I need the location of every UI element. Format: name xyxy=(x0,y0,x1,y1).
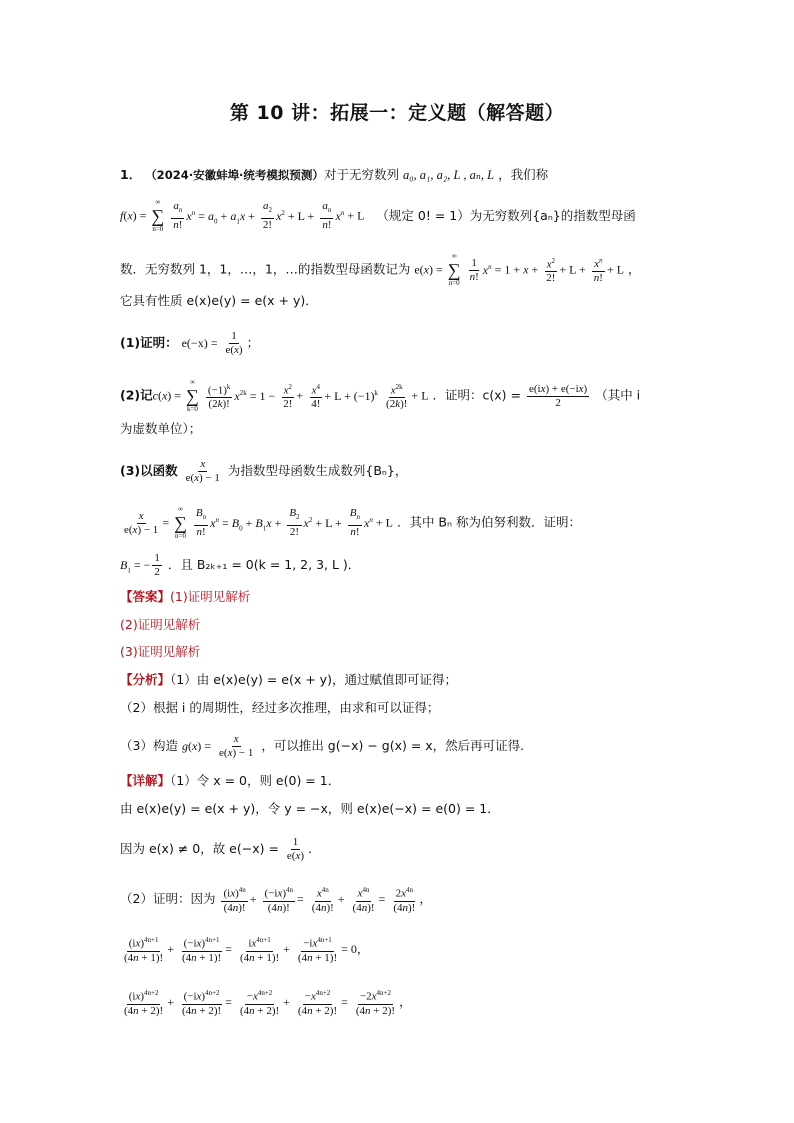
sequence-notation: a₀, a₁, a₂, L , aₙ, L xyxy=(402,168,495,182)
sum-symbol: ∞ ∑ n=0 xyxy=(151,198,165,233)
question-2-note: 为虚数单位）； xyxy=(120,421,202,436)
detail-line-5: $\frac{(ix)^{4n+1}}{(4n + 1)!}$ + $\frac{(-ix)^{4n+1}}{(4n + 1)!}$ = $\frac{ix^{4n+1}}{(4n + 1)!}$ + $\frac{-ix^{4n+1}}{(4n + 1)!}$ = 0， xyxy=(124,936,369,964)
answer-line-2: (2)证明见解析 xyxy=(120,617,201,632)
detail-line-6: $\frac{(ix)^{4n+2}}{(4n + 2)!}$ + $\frac{(-ix)^{4n+2}}{(4n + 2)!}$ = $\frac{-x^{4n+2}}{(4n + 2)!}$ + $\frac{-x^{4n+2}}{(4n + 2)!}$ = $\frac{-2x^{4n+2}}{(4n + 2)!}$ ， xyxy=(124,989,412,1017)
detail-line-2: 由 e(x)e(y) = e(x + y)，令 y = −x，则 e(x)e(−x) = e(0) = 1． xyxy=(120,801,500,816)
problem-line-1 xyxy=(120,166,548,184)
problem-line-3: 数．无穷数列 1，1，…，1，…的指数型母函数记为 e(x) = ∞ ∑ n=0 $\frac{1}{n!}$ $x^n = 1 + x$ + $\frac{x^2}{2!}$ + L + $\frac{x^n}{n!}$ + L ， xyxy=(120,252,641,287)
problem-intro: 对于无穷数列 xyxy=(323,167,399,182)
question-2: (2)记c(x) = ∞ ∑ k=0 $\frac{(-1)^k}{(2k)!}$ $x^{2k} = 1$ − $\frac{x^2}{2!}$ + $\frac{x^4}{4!}$ + $L + (-1)^k$ $\frac{x^{2k}}{(2k)!}$ + L ．证明：c(x) = $\frac{e(ix) + e(-ix)}{2}$ （其中 i xyxy=(120,378,641,413)
analysis-line-3: （3）构造 g(x) = $\frac{x}{e(x) - 1}$ ，可以推出 g(−x) − g(x) = x，然后再可证得. xyxy=(120,733,525,759)
problem-source: （2024·安徽蚌埠·统考模拟预测） xyxy=(145,168,324,182)
detail-line-4: （2）证明：因为 $\frac{(ix)^{4n}}{(4n)!}$ + $\frac{(-ix)^{4n}}{(4n)!}$ = $\frac{x^{4n}}{(4n)!}$ + $\frac{x^{4n}}{(4n)!}$ = $\frac{2x^{4n}}{(4n)!}$ ， xyxy=(120,886,432,914)
analysis-line-1: 【分析】（1）由 e(x)e(y) = e(x + y)，通过赋值即可证得； xyxy=(120,672,457,687)
question-1: (1)证明： e(−x) = $\frac{1}{e(x)}$ ； xyxy=(120,330,260,356)
detail-line-1: 【详解】（1）令 x = 0，则 e(0) = 1． xyxy=(120,773,341,788)
bernoulli-formula: $\frac{x}{e(x) - 1}$ = ∞ ∑ n=0 $\frac{B_n}{n!}$ $x^n = B_0 + B_1x$ + $\frac{B_2}{2!}$ $x^2 + L$ + $\frac{B_n}{n!}$ $x^n + L$ ．其中 Bₙ 称为伯努利数．证明： xyxy=(124,505,581,540)
answer-line-1: 【答案】(1)证明见解析 xyxy=(120,589,251,604)
page-title: 第 10 讲：拓展一：定义题（解答题） xyxy=(229,102,565,124)
line3-text: 数．无穷数列 1，1，…，1，…的指数型母函数记为 xyxy=(120,261,411,277)
answer-line-3: (3)证明见解析 xyxy=(120,644,201,659)
problem-call: ，我们称 xyxy=(498,167,549,182)
question-3: (3)以函数 $\frac{x}{e(x) - 1}$ 为指数型母函数生成数列{Bₙ}， xyxy=(120,458,408,484)
analysis-line-2: （2）根据 i 的周期性，经过多次推理，由求和可以证得； xyxy=(120,700,440,715)
problem-line-4: 它具有性质 e(x)e(y) = e(x + y)． xyxy=(120,293,318,308)
detail-line-3: 因为 e(x) ≠ 0，故 e(−x) = $\frac{1}{e(x)}$ ． xyxy=(120,836,321,862)
problem-number: 1． xyxy=(120,167,142,182)
definition-formula: f(x) = ∞ ∑ n=0 $\frac{a_n}{n!}$ $x^n = a_0 + a_1x$ + $\frac{a_2}{2!}$ $x^2 + L$ + $\frac{a_n}{n!}$ $x^n + L$ （规定 0! = 1）为无穷数列{aₙ}的指数型母函 xyxy=(120,198,636,233)
question-3-final: $B_1$ = − $\frac{1}{2}$ ．且 B₂ₖ₊₁ = 0(k = 1, 2, 3, L )． xyxy=(120,552,361,578)
definition-rest: （规定 0! = 1）为无穷数列{aₙ}的指数型母函 xyxy=(376,207,636,223)
